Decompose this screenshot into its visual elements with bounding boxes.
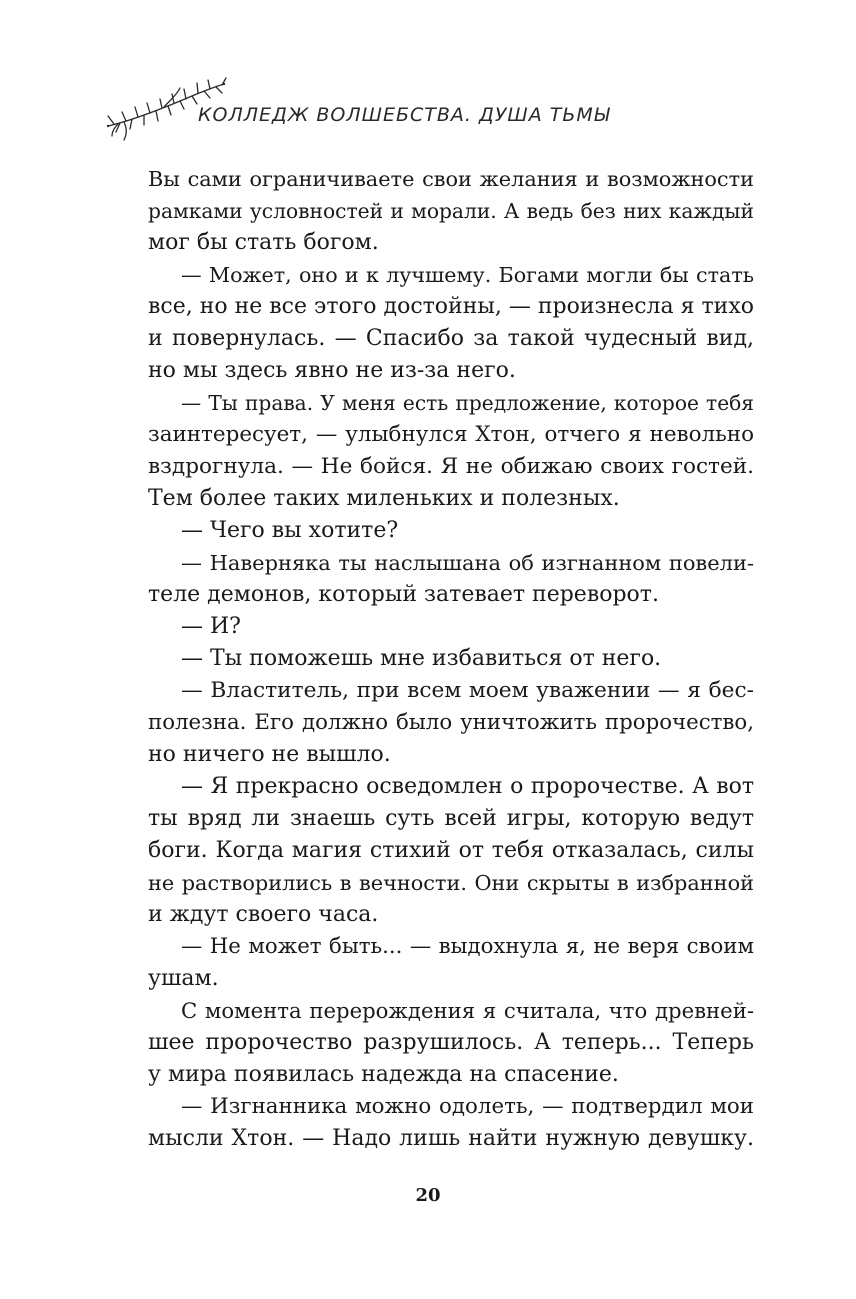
text-line: — Чего вы хотите? [181, 518, 399, 543]
text-line: не растворились в вечности. Они скрыты в избранной [148, 871, 754, 895]
text-line: но мы здесь явно не из-за него. [148, 358, 516, 383]
text-line: ты вряд ли знаешь суть всей игры, которую ведут [148, 806, 754, 831]
text-line: — Не может быть... — выдохнула я, не веря своим [181, 934, 754, 959]
text-line: мог бы стать богом. [148, 230, 379, 255]
text-line: и повернулась. — Спасибо за такой чудесный вид, [148, 326, 754, 351]
text-line: — Я прекрасно осведомлен о пророчестве. А вот [181, 774, 754, 799]
text-line: Вы сами ограничиваете свои желания и возможности [148, 167, 754, 191]
text-line: — Изгнанника можно одолеть, — подтвердил мои [181, 1094, 754, 1119]
running-header [104, 74, 704, 154]
text-line: С момента перерождения я считала, что древней- [181, 998, 754, 1023]
text-line: — Властитель, при всем моем уважении — я бес- [181, 678, 754, 703]
text-line: рамками условностей и морали. А ведь без них каждый [148, 199, 754, 223]
text-line: заинтересует, — улыбнулся Хтон, отчего я невольно [148, 422, 754, 447]
text-line: ушам. [148, 966, 219, 991]
text-line: и ждут своего часа. [148, 902, 379, 927]
body-text [148, 163, 754, 1155]
text-line: Тем более таких миленьких и полезных. [148, 486, 620, 511]
text-line: у мира появилась надежда на спасение. [148, 1062, 619, 1087]
text-line: — Наверняка ты наслышана об изгнанном повели- [181, 551, 754, 575]
text-line: но ничего не вышло. [148, 742, 391, 767]
text-line: вздрогнула. — Не бойся. Я не обижаю своих гостей. [148, 454, 754, 479]
text-line: мысли Хтон. — Надо лишь найти нужную девушку. [148, 1126, 754, 1151]
text-line: теле демонов, который затевает переворот. [148, 582, 659, 607]
text-line: полезна. Его должно было уничтожить пророчество, [148, 710, 754, 735]
text-line: — Ты права. У меня есть предложение, которое тебя [181, 391, 754, 415]
text-line: — Ты поможешь мне избавиться от него. [181, 646, 662, 671]
text-line: все, но не все этого достойны, — произнесла я тихо [148, 294, 754, 319]
text-line: — И? [181, 614, 241, 639]
text-line: шее пророчество разрушилось. А теперь... Теперь [148, 1030, 754, 1055]
text-line: — Может, оно и к лучшему. Богами могли бы стать [181, 263, 754, 287]
page-number: 20 [415, 1185, 441, 1206]
running-title: КОЛЛЕДЖ ВОЛШЕБСТВА. ДУША ТЬМЫ [198, 104, 611, 126]
text-line: боги. Когда магия стихий от тебя отказалась, силы [148, 838, 754, 863]
